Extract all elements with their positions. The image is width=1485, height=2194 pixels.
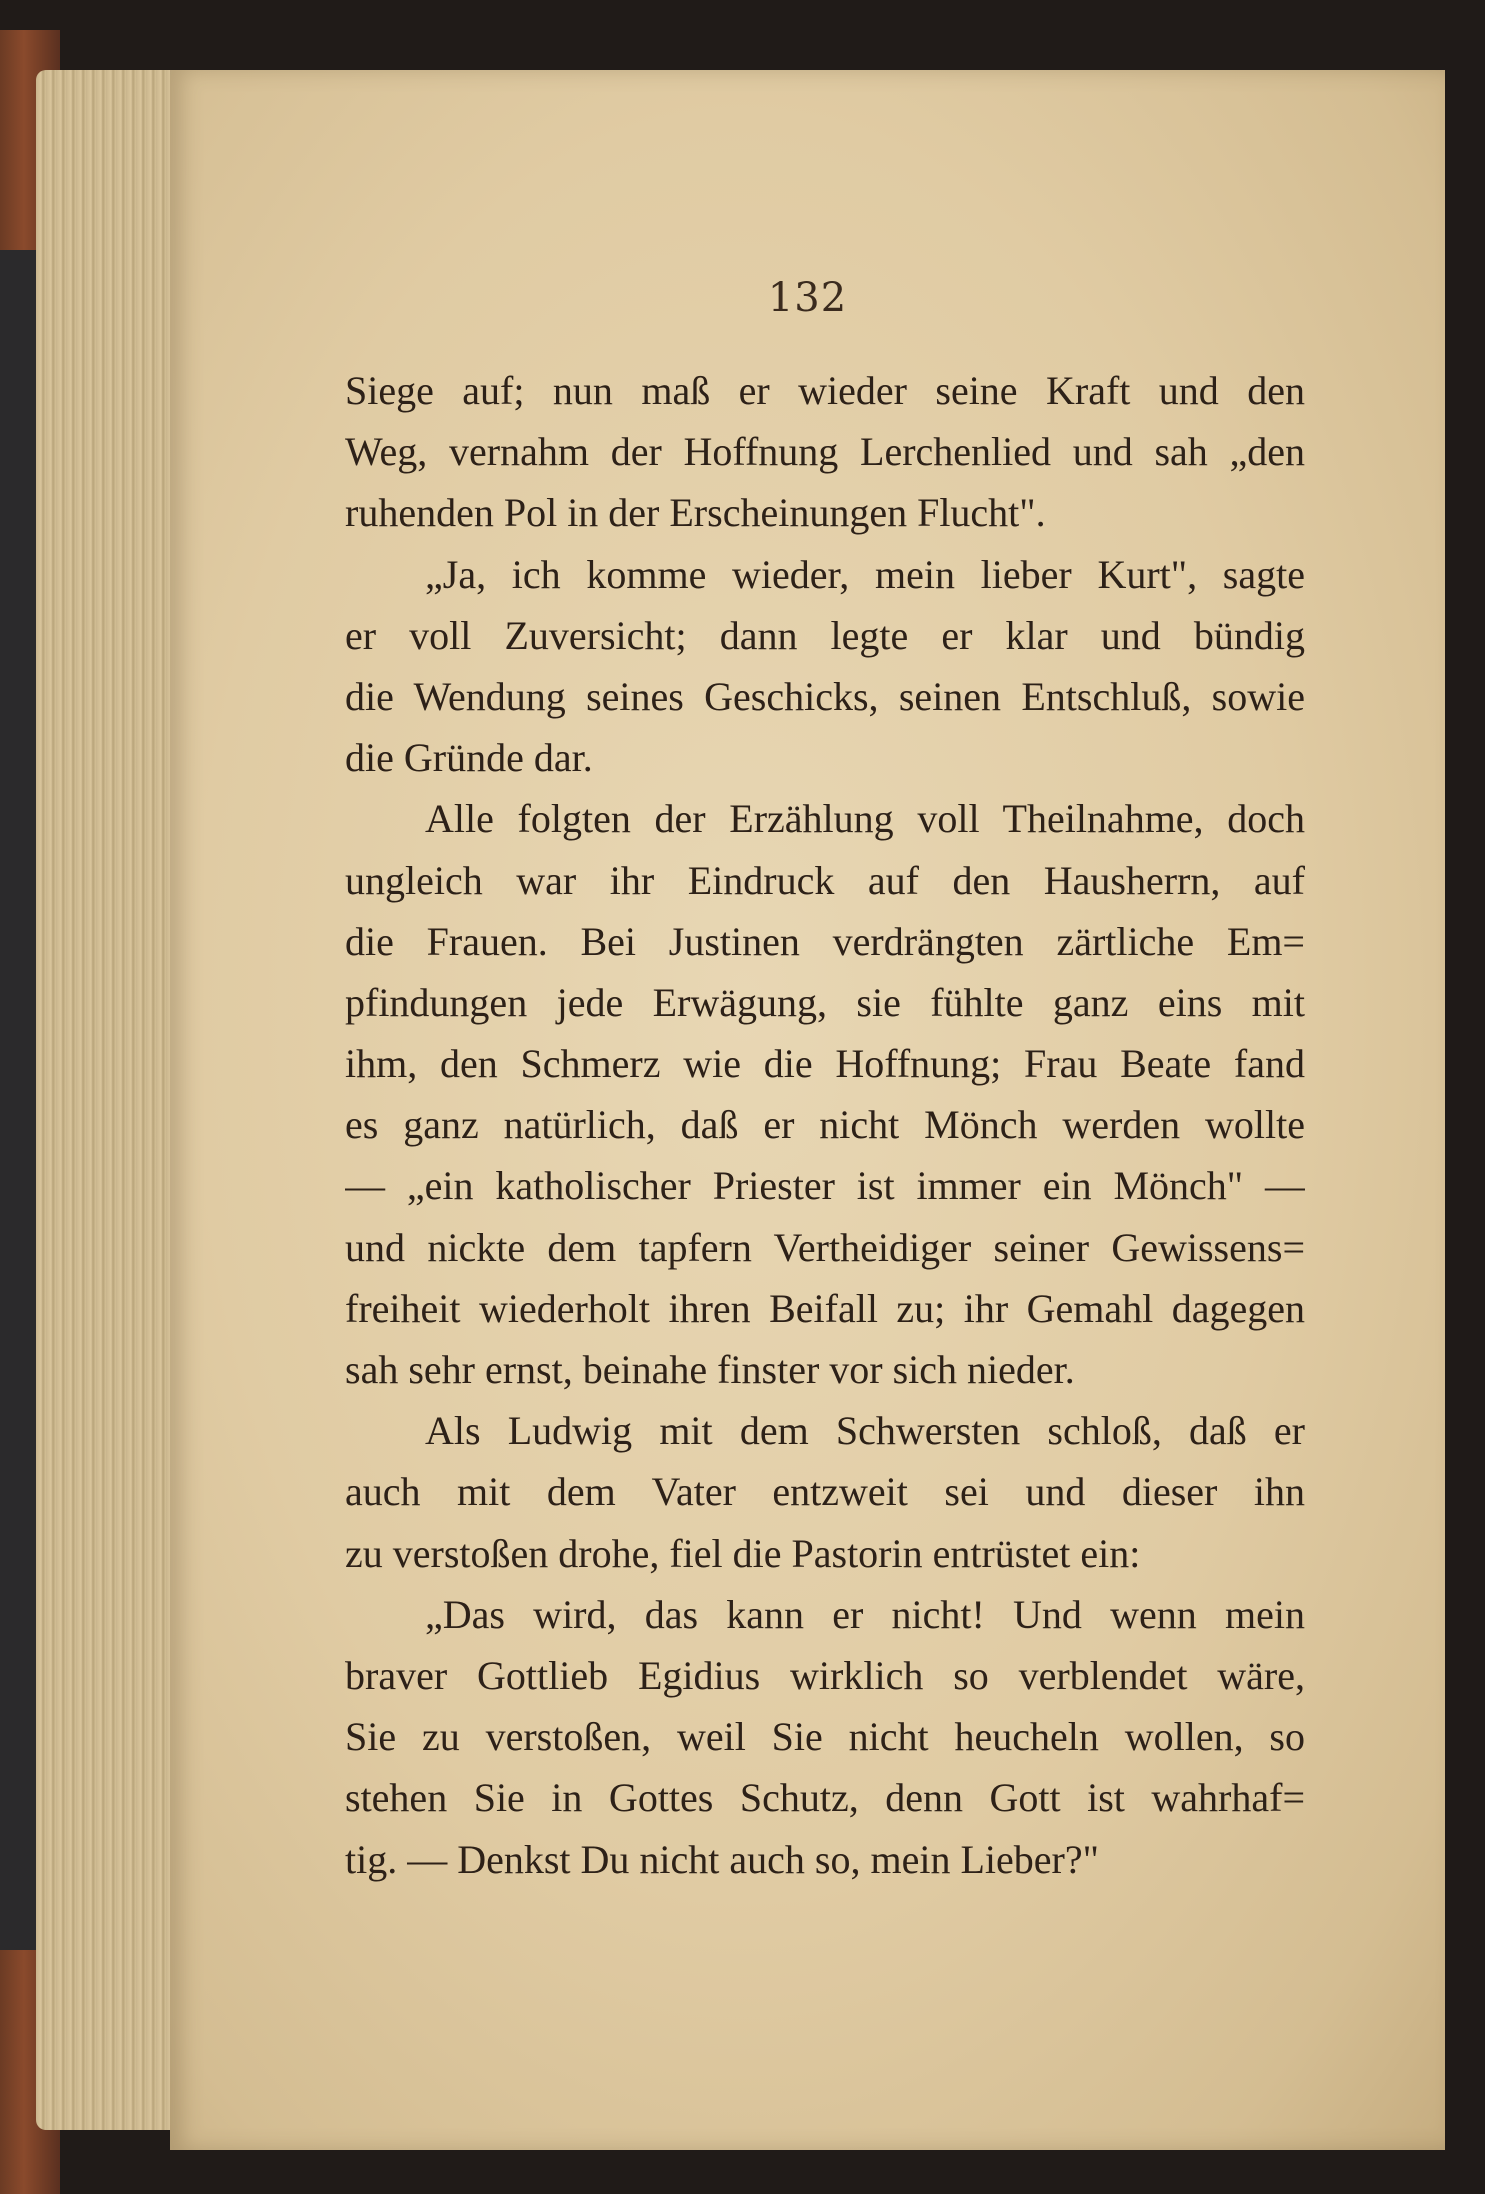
book-page [170,70,1445,2150]
text-line: Siege auf; nun maß er wieder seine Kraft und den [345,368,1305,413]
text-line: Als Ludwig mit dem Schwersten schloß, daß er [425,1408,1305,1454]
text-line: Alle folgten der Erzählung voll Theilnahme, doch [425,796,1305,842]
text-line: die Wendung seines Geschicks, seinen Entschluß, sowie [345,673,1305,719]
text-line: pfindungen jede Erwägung, sie fühlte ganz eins mit [345,979,1305,1025]
text-line: „Ja, ich komme wieder, mein lieber Kurt", sagte [425,551,1305,597]
text-line: ruhenden Pol in der Erscheinungen Flucht". [345,490,1046,536]
text-line: die Gründe dar. [345,735,593,781]
text-line: ungleich war ihr Eindruck auf den Hausherrn, auf [345,857,1305,903]
text-line: und nickte dem tapfern Vertheidiger seiner Gewissens= [345,1224,1305,1270]
text-line: — „ein katholischer Priester ist immer ein Mönch" — [345,1163,1305,1209]
text-line: sah sehr ernst, beinahe finster vor sich nieder. [345,1347,1075,1392]
text-line: zu verstoßen drohe, fiel die Pastorin entrüstet ein: [345,1530,1141,1576]
text-line: freiheit wiederholt ihren Beifall zu; ihr Gemahl dagegen [345,1285,1305,1331]
text-line: auch mit dem Vater entzweit sei und dieser ihn [345,1469,1305,1515]
text-line: die Frauen. Bei Justinen verdrängten zärtliche Em= [345,918,1305,964]
text-line: er voll Zuversicht; dann legte er klar und bündig [345,612,1305,658]
book-cover-cloth [0,250,40,1950]
page-number: 132 [767,275,848,321]
text-line: „Das wird, das kann er nicht! Und wenn mein [425,1591,1305,1637]
scan-right-margin [1440,40,1485,2194]
text-line: tig. — Denkst Du nicht auch so, mein Lieber?" [345,1836,1099,1882]
body-text [345,360,1305,1890]
text-line: Sie zu verstoßen, weil Sie nicht heucheln wollen, so [345,1714,1305,1760]
text-line: ihm, den Schmerz wie die Hoffnung; Frau Beate fand [345,1041,1305,1087]
page-stack-edges [36,70,186,2130]
text-line: braver Gottlieb Egidius wirklich so verblendet wäre, [345,1652,1305,1698]
text-line: Weg, vernahm der Hoffnung Lerchenlied und sah „den [345,429,1305,475]
text-line: stehen Sie in Gottes Schutz, denn Gott ist wahrhaf= [345,1775,1305,1821]
text-line: es ganz natürlich, daß er nicht Mönch werden wollte [345,1102,1305,1148]
